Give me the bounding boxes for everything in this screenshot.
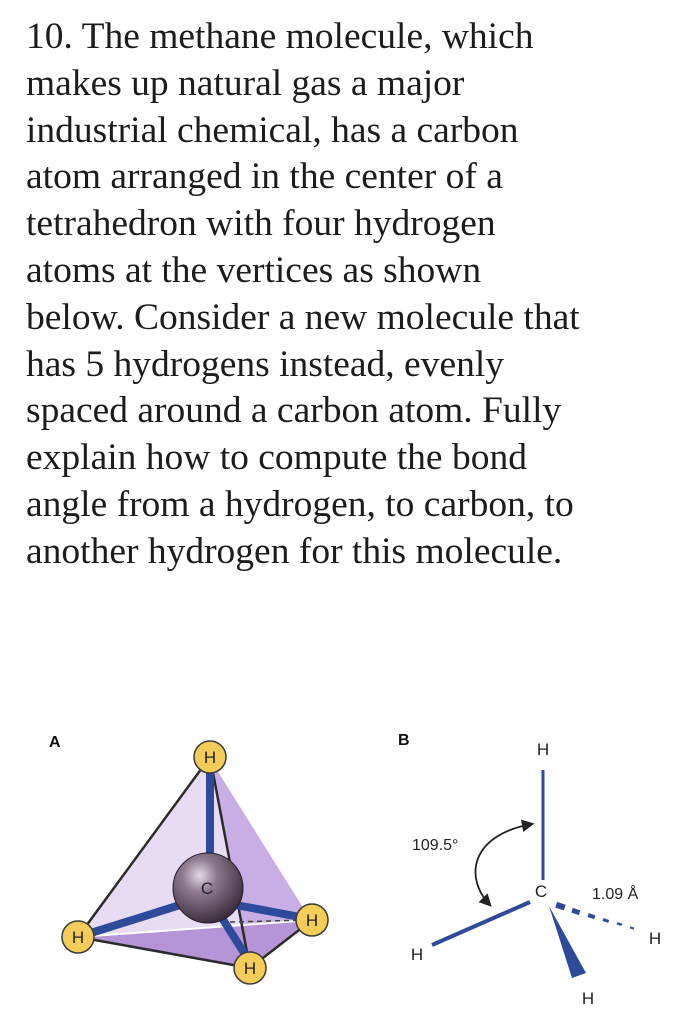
- hydrogen-label: H: [203, 748, 217, 767]
- angle-arc-arrow-icon: [475, 824, 532, 905]
- dash-segment: [588, 913, 596, 919]
- hydrogen-right-b: H: [648, 929, 662, 948]
- hydrogen-label: H: [243, 959, 257, 978]
- question-line: atoms at the vertices as shown: [26, 249, 482, 291]
- panel-b-label: B: [398, 732, 410, 749]
- dash-segment: [603, 918, 610, 923]
- panel-b: [398, 732, 661, 1008]
- question-line: atom arranged in the center of a: [26, 156, 503, 198]
- question-line: explain how to compute the bond: [26, 437, 527, 479]
- hydrogen-top-b: H: [536, 740, 550, 759]
- carbon-label-b: C: [534, 882, 548, 901]
- bond-left-b: [432, 902, 530, 945]
- hydrogen-left-b: H: [410, 945, 424, 964]
- question-line: has 5 hydrogens instead, evenly: [26, 343, 505, 385]
- dash-segment: [555, 902, 565, 910]
- hydrogen-bottom-b: H: [581, 989, 595, 1008]
- hydrogen-right-a: [296, 904, 328, 936]
- question-line: angle from a hydrogen, to carbon, to: [26, 483, 574, 525]
- methane-figure: [0, 700, 700, 1024]
- hydrogen-label: H: [305, 911, 319, 930]
- carbon-label-a: C: [200, 879, 214, 898]
- dash-segment: [617, 922, 623, 926]
- question-line: tetrahedron with four hydrogen: [26, 203, 496, 245]
- question-line: 10. The methane molecule, which: [26, 16, 534, 57]
- question-text: [26, 14, 686, 576]
- hydrogen-top-a: [194, 741, 226, 773]
- question-line: below. Consider a new molecule that: [26, 296, 580, 338]
- bond-angle-label: 109.5°: [412, 837, 459, 854]
- question-line: makes up natural gas a major: [26, 62, 465, 104]
- hydrogen-label: H: [71, 928, 85, 947]
- hydrogen-left-a: [62, 921, 94, 953]
- panel-a: [49, 734, 328, 984]
- question-line: another hydrogen for this molecule.: [26, 530, 563, 572]
- question-line: spaced around a carbon atom. Fully: [26, 390, 562, 432]
- hydrogen-bottom-a: [234, 952, 266, 984]
- wedge-bond-b: [549, 906, 586, 978]
- bond-length-label: 1.09 Å: [592, 886, 639, 903]
- question-line: industrial chemical, has a carbon: [26, 109, 519, 151]
- dashed-bond-b: [555, 902, 634, 930]
- dash-segment: [630, 926, 634, 929]
- dash-segment: [571, 908, 580, 915]
- panel-a-label: A: [49, 734, 61, 751]
